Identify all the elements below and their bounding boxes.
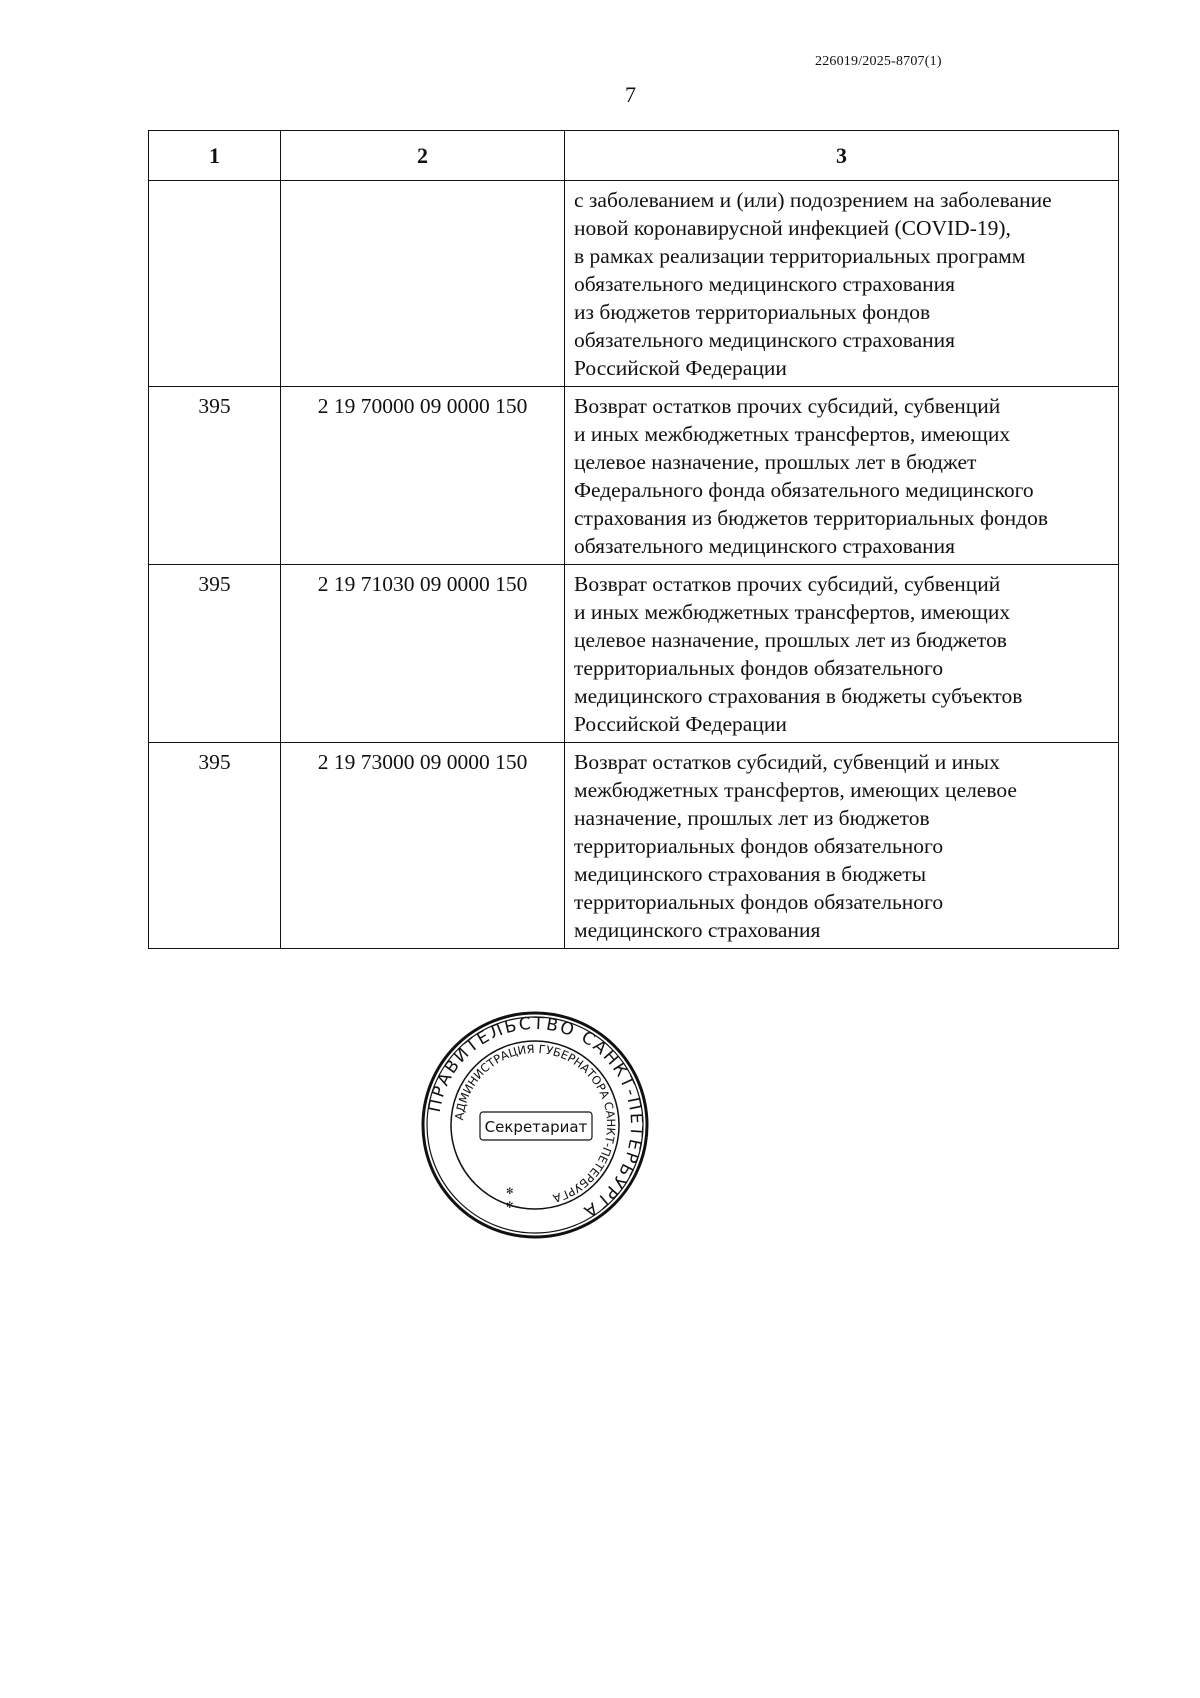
description-line: обязательного медицинского страхования bbox=[574, 534, 956, 558]
column-header-1: 1 bbox=[149, 131, 281, 181]
description-line: и иных межбюджетных трансфертов, имеющих bbox=[574, 600, 1011, 624]
table-header-row bbox=[149, 131, 1119, 181]
description-line: и иных межбюджетных трансфертов, имеющих bbox=[574, 422, 1011, 446]
admin-code-cell: 395 bbox=[149, 743, 281, 949]
document-registration-number: 226019/2025-8707(1) bbox=[815, 54, 942, 69]
description-line: Возврат остатков прочих субсидий, субвенций bbox=[574, 394, 1001, 418]
description-line: территориальных фондов обязательного bbox=[574, 834, 944, 858]
description-cell bbox=[565, 743, 1119, 949]
admin-code-cell: 395 bbox=[149, 387, 281, 565]
description-line: Федерального фонда обязательного медицинского bbox=[574, 478, 1034, 502]
column-header-3: 3 bbox=[565, 131, 1119, 181]
stamp-middle-text: АДМИНИСТРАЦИЯ ГУБЕРНАТОРА САНКТ-ПЕТЕРБУРГА bbox=[452, 1041, 619, 1206]
column-header-2: 2 bbox=[281, 131, 565, 181]
table-row bbox=[149, 565, 1119, 743]
description-line: территориальных фондов обязательного bbox=[574, 890, 944, 914]
description-cell bbox=[565, 181, 1119, 387]
secretariat-seal-stamp bbox=[420, 1010, 650, 1240]
budget-codes-table bbox=[148, 130, 1119, 949]
kbk-code-cell: 2 19 71030 09 0000 150 bbox=[281, 565, 565, 743]
stamp-center-text: Секретариат bbox=[484, 1118, 588, 1136]
table-row bbox=[149, 387, 1119, 565]
kbk-code-cell: 2 19 70000 09 0000 150 bbox=[281, 387, 565, 565]
stamp-outer-text: ПРАВИТЕЛЬСТВО САНКТ-ПЕТЕРБУРГА bbox=[424, 1013, 647, 1223]
description-line: Российской Федерации bbox=[574, 712, 787, 736]
admin-code-cell: 395 bbox=[149, 565, 281, 743]
description-line: целевое назначение, прошлых лет из бюджетов bbox=[574, 628, 1007, 652]
description-line: медицинского страхования в бюджеты bbox=[574, 862, 927, 886]
description-line: назначение, прошлых лет из бюджетов bbox=[574, 806, 930, 830]
description-line: межбюджетных трансфертов, имеющих целевое bbox=[574, 778, 1017, 802]
description-line: целевое назначение, прошлых лет в бюджет bbox=[574, 450, 977, 474]
description-cell bbox=[565, 387, 1119, 565]
table-row bbox=[149, 743, 1119, 949]
admin-code-cell bbox=[149, 181, 281, 387]
description-line: Возврат остатков субсидий, субвенций и иных bbox=[574, 750, 1000, 774]
star-icon: ✻ bbox=[506, 1187, 514, 1197]
description-line: Возврат остатков прочих субсидий, субвенций bbox=[574, 572, 1001, 596]
star-icon: ✻ bbox=[506, 1201, 514, 1211]
table-row bbox=[149, 181, 1119, 387]
description-line: в рамках реализации территориальных программ bbox=[574, 244, 1026, 268]
description-line: обязательного медицинского страхования bbox=[574, 272, 956, 296]
description-line: территориальных фондов обязательного bbox=[574, 656, 944, 680]
description-line: из бюджетов территориальных фондов bbox=[574, 300, 931, 324]
description-line: с заболеванием и (или) подозрением на заболевание bbox=[574, 188, 1052, 212]
description-line: обязательного медицинского страхования bbox=[574, 328, 956, 352]
kbk-code-cell bbox=[281, 181, 565, 387]
description-line: Российской Федерации bbox=[574, 356, 787, 380]
description-line: медицинского страхования bbox=[574, 918, 821, 942]
description-line: медицинского страхования в бюджеты субъектов bbox=[574, 684, 1023, 708]
description-line: страхования из бюджетов территориальных фондов bbox=[574, 506, 1049, 530]
description-cell bbox=[565, 565, 1119, 743]
kbk-code-cell: 2 19 73000 09 0000 150 bbox=[281, 743, 565, 949]
description-line: новой коронавирусной инфекцией (COVID-19), bbox=[574, 216, 1011, 240]
page-number: 7 bbox=[625, 82, 636, 107]
